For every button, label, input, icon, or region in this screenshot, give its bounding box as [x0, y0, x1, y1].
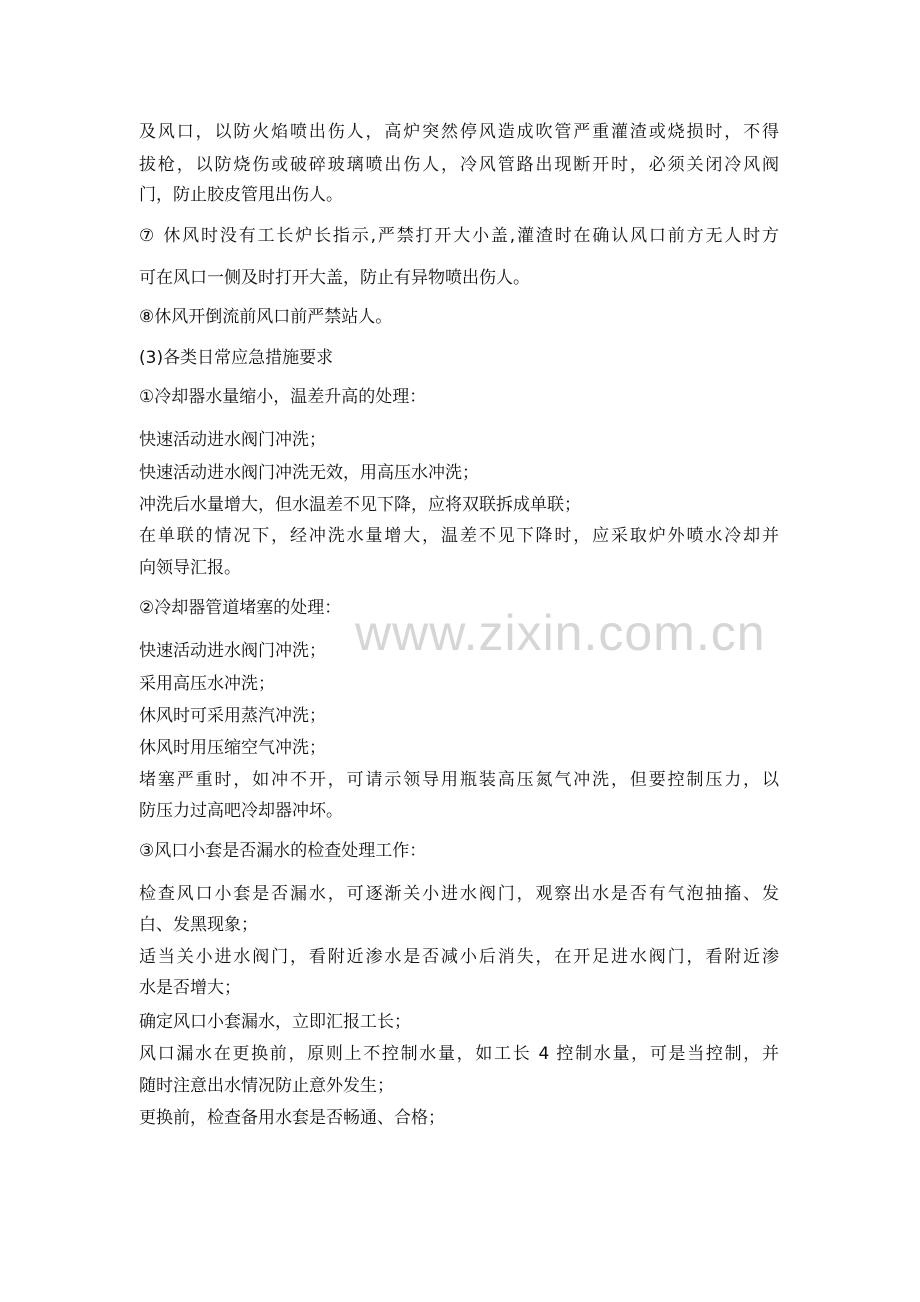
- text-line: ⑦ 休风时没有工长炉长指示,严禁打开大小盖,灌渣时在确认风口前方无人时方: [139, 226, 779, 246]
- list-item: 快速活动进水阀门冲洗；: [139, 430, 326, 450]
- list-item-continued: 水是否增大；: [139, 978, 241, 998]
- list-item: 检查风口小套是否漏水，可逐渐关小进水阀门，观察出水是否有气泡抽搐、发: [139, 884, 779, 904]
- list-item: 在单联的情况下，经冲洗水量增大，温差不见下降时，应采取炉外喷水冷却并: [139, 526, 779, 546]
- text-line: 及风口，以防火焰喷出伤人，高炉突然停风造成吹管严重灌渣或烧损时，不得: [139, 122, 779, 142]
- list-item: 快速活动进水阀门冲洗无效，用高压水冲洗；: [139, 463, 479, 483]
- subsection-heading: ①冷却器水量缩小，温差升高的处理：: [139, 387, 427, 407]
- text-line: 可在风口一侧及时打开大盖，防止有异物喷出伤人。: [139, 268, 530, 288]
- list-item: 适当关小进水阀门，看附近渗水是否减小后消失，在开足进水阀门，看附近渗: [139, 947, 779, 967]
- list-item-continued: 防压力过高吧冷却器冲坏。: [139, 801, 343, 821]
- list-item-continued: 随时注意出水情况防止意外发生；: [139, 1076, 394, 1096]
- list-item: 确定风口小套漏水，立即汇报工长；: [139, 1012, 411, 1032]
- watermark: www.zixin.com.cn: [355, 605, 766, 661]
- list-item: 堵塞严重时，如冲不开，可请示领导用瓶装高压氮气冲洗，但要控制压力，以: [139, 770, 779, 790]
- list-item-continued: 白、发黑现象；: [139, 915, 258, 935]
- list-item: 风口漏水在更换前，原则上不控制水量，如工长 4 控制水量，可是当控制，并: [139, 1044, 779, 1064]
- subsection-heading: ②冷却器管道堵塞的处理：: [139, 598, 342, 618]
- text-line: 拔枪，以防烧伤或破碎玻璃喷出伤人，冷风管路出现断开时，必须关闭冷风阀: [139, 155, 779, 175]
- text-line: 门，防止胶皮管甩出伤人。: [139, 185, 343, 205]
- subsection-heading: ③风口小套是否漏水的检查处理工作：: [139, 841, 427, 861]
- list-item: 休风时可采用蒸汽冲洗；: [139, 706, 326, 726]
- list-item-continued: 向领导汇报。: [139, 558, 241, 578]
- list-item: 休风时用压缩空气冲洗；: [139, 738, 326, 758]
- list-item: 冲洗后水量增大，但水温差不见下降，应将双联拆成单联；: [139, 495, 581, 515]
- text-line: ⑧休风开倒流前风口前严禁站人。: [139, 307, 393, 327]
- list-item: 更换前，检查备用水套是否畅通、合格；: [139, 1108, 445, 1128]
- list-item: 快速活动进水阀门冲洗；: [139, 641, 326, 661]
- list-item: 采用高压水冲洗；: [139, 674, 275, 694]
- section-heading: (3)各类日常应急措施要求: [139, 348, 334, 368]
